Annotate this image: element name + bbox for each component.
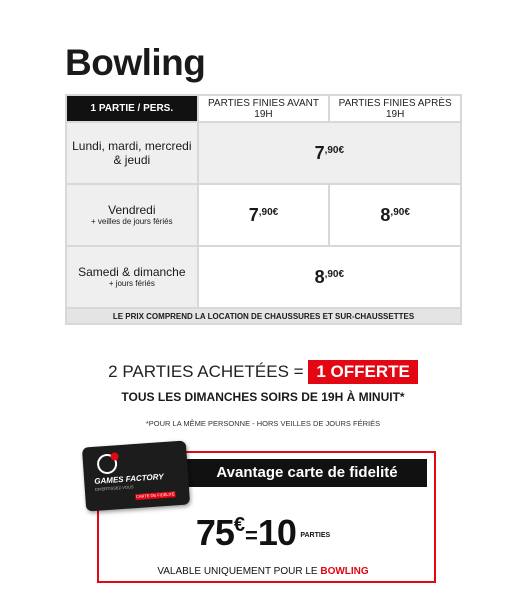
price-cents: ,90€ [324,144,345,156]
row-day [66,122,198,184]
offer-text: 2 PARTIES ACHETÉES = [108,362,304,381]
validity-text: VALABLE UNIQUEMENT POUR LE [157,566,318,577]
table-row [66,122,461,184]
loyalty-amount: 75 [195,512,234,553]
loyalty-equals: = [244,523,258,548]
day-note: + jours fériés [108,279,155,288]
offer-line [0,360,526,384]
table-footnote: LE PRIX COMPREND LA LOCATION DE CHAUSSURES ET SUR-CHAUSSETTES [66,308,461,324]
price-table [65,94,462,325]
table-row [66,246,461,308]
price-whole: 7 [314,142,325,163]
price-whole: 7 [248,204,259,225]
loyalty-banner: Avantage carte de fidelité [187,459,427,487]
price-whole: 8 [380,204,391,225]
price-cents: ,90€ [324,268,345,280]
day-label: Samedi & dimanche [78,265,186,279]
offer-schedule: TOUS LES DIMANCHES SOIRS DE 19H À MINUIT* [121,390,405,404]
price-cell [198,246,461,308]
price-cents: ,90€ [258,206,279,218]
table-row [66,184,461,246]
loyalty-quantity: 10 [257,512,296,553]
row-day [66,246,198,308]
price-whole: 8 [314,266,325,287]
loyalty-validity [0,566,526,577]
page-title: Bowling [65,42,206,83]
price-cell [198,122,461,184]
validity-highlight: BOWLING [320,566,369,577]
loyalty-currency: € [233,514,245,536]
loyalty-card-image [82,440,190,511]
header-after-19h: PARTIES FINIES APRÈS 19H [329,95,461,122]
header-before-19h: PARTIES FINIES AVANT 19H [198,95,330,122]
price-cell-after [329,184,461,246]
offer-fine-print: *POUR LA MÊME PERSONNE - HORS VEILLES DE JOURS FÉRIÉS [145,419,381,428]
card-brand: GAMES FACTORY [93,472,164,486]
brand-logo-icon [96,453,117,474]
header-per-person: 1 PARTIE / PERS. [66,95,198,122]
loyalty-price [0,512,526,554]
offer-badge: 1 OFFERTE [308,360,418,384]
card-tagline: DIVERTISSEZ-VOUS [94,484,134,492]
card-label: CARTE DE FIDÉLITÉ [135,491,175,500]
price-cents: ,90€ [390,206,410,218]
day-note: + veilles de jours fériés [91,217,173,226]
day-label: Vendredi [108,203,156,217]
loyalty-unit: PARTIES [300,532,331,539]
price-cell-before [198,184,330,246]
day-label: Lundi, mardi, mercredi & jeudi [72,139,192,167]
row-day [66,184,198,246]
